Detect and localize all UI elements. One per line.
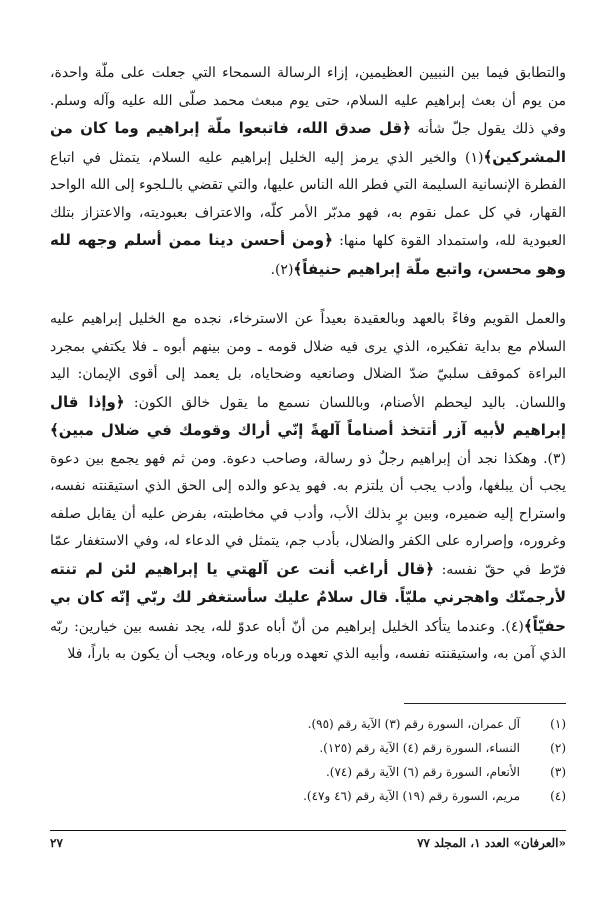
footer-rule bbox=[50, 830, 566, 831]
footnote-text: الأنعام، السورة رقم (٦) الآية رقم (٧٤). bbox=[325, 765, 520, 779]
quran-quote: ﴿قال أراغب أنت عن آلهتي يا إبراهيم لئن لم تنته لأرجمنّك واهجرني مليّاً. قال سلامٌ عليك سأستغفر لك ربّي إنّه كان بي حفيّاً﴾ bbox=[50, 559, 566, 635]
footnote-number: (٣) bbox=[550, 765, 566, 779]
footnote-number: (٤) bbox=[550, 789, 566, 803]
text-segment: (١) والخير الذي يرمز إليه الخليل إبراهيم عليه السلام، يتمثل في اتباع الفطرة الإنسانية السليمة التي فطر الله الناس عليها، والتي تقضي بالـلجوء إلى الله الواحد القهار، في كل عمل نقوم به، فهو مدبّر الأمر كلّه، والاعتراف بعبوديته، والاعتزاز بتلك العبودية لله، واستمداد القوة كلها منها: bbox=[50, 149, 566, 249]
footnotes bbox=[50, 712, 566, 808]
quran-quote: ﴿قل صدق الله، فاتبعوا ملّة إبراهيم وما كان من المشركين﴾ bbox=[50, 119, 566, 166]
footnote-text: النساء، السورة رقم (٤) الآية رقم (١٢٥). bbox=[319, 741, 520, 755]
paragraph-1 bbox=[50, 60, 566, 284]
paragraph-2 bbox=[50, 306, 566, 669]
footnote-number: (٢) bbox=[550, 741, 566, 755]
text-segment: (٤). وعندما يتأكد الخليل إبراهيم من أنّ أباه عدوّ لله، يجد نفسه بين خيارين: ربّه الذي آمن به، واستيقنته نفسه، وأبيه الذي تعهده ورباه ورعاه، ويجب أن يكون به باراً، فلا bbox=[50, 618, 566, 662]
footnote-number: (١) bbox=[550, 717, 566, 731]
footnote-item bbox=[50, 784, 566, 808]
footnote-text: مريم، السورة رقم (١٩) الآية رقم (٤٦ و٤٧). bbox=[303, 789, 520, 803]
text-segment: والتطابق فيما بين النبيين العظيمين، إزاء الرسالة السمحاء التي جعلت على ملّة واحدة، من يوم أن بعث إبراهيم عليه السلام، حتى يوم مبعث محمد صلّى الله عليه وآله وسلم. وفي ذلك يقول جلّ شأنه bbox=[50, 65, 566, 137]
footnote-text: آل عمران، السورة رقم (٣) الآية رقم (٩٥). bbox=[307, 717, 520, 731]
main-text bbox=[50, 60, 566, 669]
footnote-item bbox=[50, 760, 566, 784]
text-segment: والعمل القويم وفاءً بالعهد وبالعقيدة بعيداً عن الاسترخاء، نجده مع الخليل إبراهيم عليه السلام مع بداية تفكيره، الذي يرى فيه ضلال قومه ـ ومن بينهم أبوه ـ فلا يكتفي بمجرد البراءة كموقف سلبيّ ضدّ الضلال وصانعيه وضحاياه، بل يعمد إلى أقوى الإيمان: اليد واللسان. باليد ليحطم الأصنام، وباللسان نسمع ما يقول خالق الكون: bbox=[50, 311, 566, 411]
journal-info: «العرفان» العدد ١، المجلد ٧٧ bbox=[417, 836, 566, 850]
footnote-item bbox=[50, 736, 566, 760]
page-number: ٢٧ bbox=[50, 836, 63, 850]
text-segment: (٣). وهكذا نجد أن إبراهيم رجلٌ ذو رسالة، وصاحب دعوة. ومن ثم فهو يجمع بين دعوة يجب أن يبلغها، وأدب يجب أن يلتزم به. فهو يدعو والده إلى الحق الذي استيقنته نفسه، واستراح إليه ضميره، وبين برٍ بذلك الأب، وأدب في مخاطبته، بفرض عليه أن يقابل صلفه وغروره، وإصراره على الكفر والضلال، بأدب جم، يتمثل في الدعاء له، وفي الاستغفار عمّا فرّط في حقّ نفسه: bbox=[50, 450, 566, 578]
text-segment: (٢). bbox=[270, 261, 294, 278]
page-footer bbox=[50, 836, 566, 850]
footnote-separator bbox=[404, 703, 566, 704]
quran-quote: ﴿وإذا قال إبراهيم لأبيه آزر أتتخذ أصناماً آلهةً إنّي أراك وقومك في ضلال مبين﴾ bbox=[50, 392, 566, 439]
footnote-item bbox=[50, 712, 566, 736]
quran-quote: ﴿ومن أحسن دينا ممن أسلم وجهه لله وهو محسن، واتبع ملّة إبراهيم حنيفاً﴾ bbox=[50, 231, 566, 278]
